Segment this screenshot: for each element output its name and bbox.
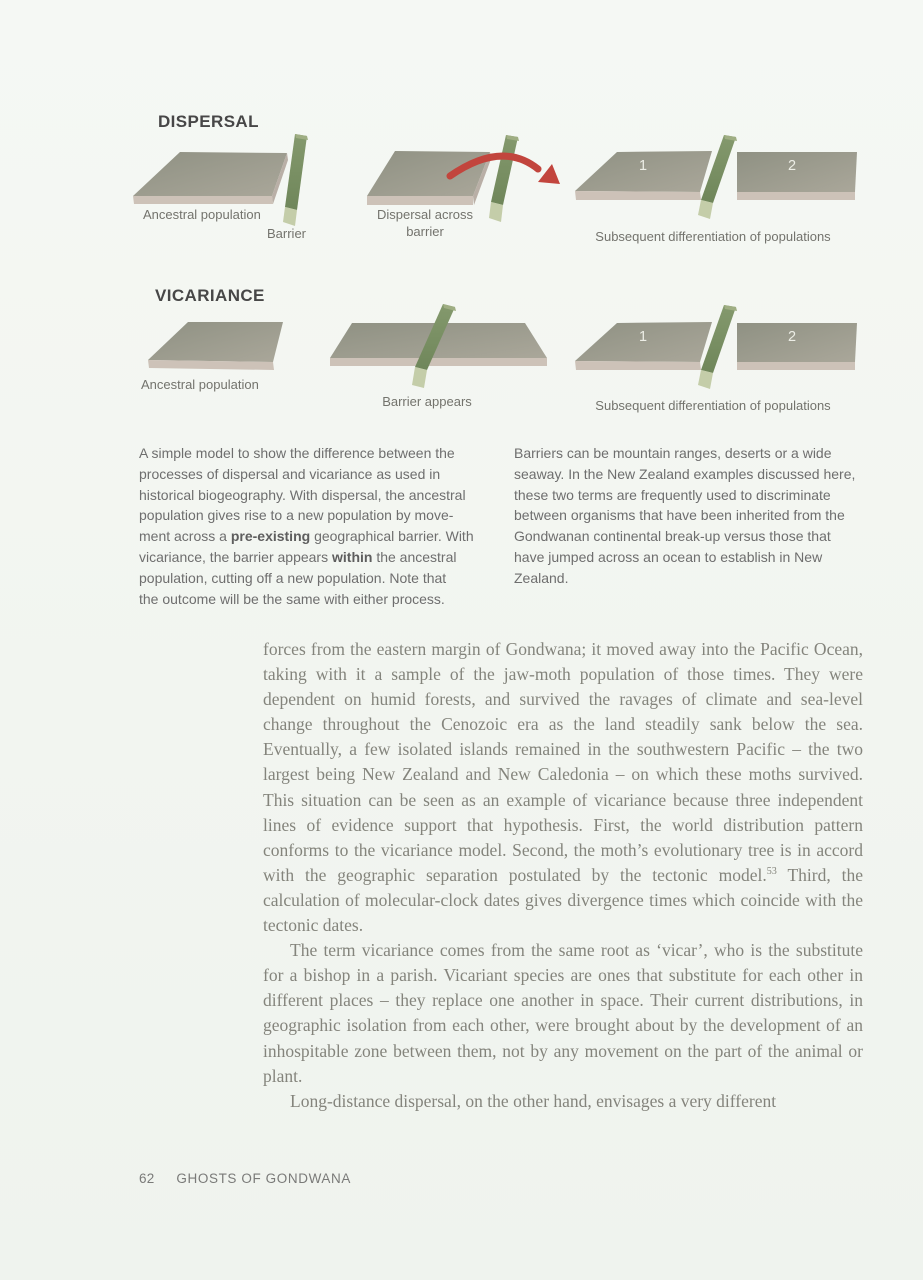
dispersal-across-line2: barrier (406, 224, 444, 239)
body-paragraph-3: Long-distance dispersal, on the other hand, envisages a very different (290, 1090, 777, 1111)
dispersal-heading: DISPERSAL (158, 112, 259, 131)
subsequent-differentiation-label: Subsequent differentiation of populations (595, 229, 831, 244)
barrier-slab-1-shape (283, 134, 308, 226)
caption-right-column: Barriers can be mountain ranges, deserts or a wide seaway. In the New Zealand examples discussed here, these two terms are frequently used to discriminate between organisms that have been inherited from the Gondwanan continental break-up versus those that have jumped across an ocean to establish in New Zealand. (514, 445, 856, 586)
body-paragraph-2: The term vicariance comes from the same root as ‘vicar’, who is the substitute for a bishop in a parish. Vicariant species are ones that substitute for each other in different places – they replace one another in space. Their current distributions, in geographic isolation from each other, were brought about by the development of an inhospitable zone between them, not by any movement on the part of the animal or plant. (263, 940, 863, 1086)
vicariance-ancestral-population-label: Ancestral population (141, 377, 259, 392)
book-title: GHOSTS OF GONDWANA (176, 1171, 351, 1186)
body-paragraph-1: forces from the eastern margin of Gondwana; it moved away into the Pacific Ocean, taking with it a sample of the jaw-moth population of those times. They were dependent on humid forests, and survived the ravages of climate and sea-level change throughout the Cenozoic era as the land steadily sank below the sea. Eventually, a few isolated islands remained in the southwestern Pacific – the two largest being New Zealand and New Caledonia – on which these moths survived. This situation can be seen as an example of vicariance because three independent lines of evidence support that hypothesis. First, the world distribution pattern conforms to the vicariance model. Second, the moth’s evolutionary tree is in accord with the geographic separation postulated by the tectonic model.$^{53}$ Third, the calculation of molecular-clock dates gives divergence times which coincide with the tectonic dates. (263, 639, 863, 936)
population-1-number: 1 (638, 158, 648, 174)
ancestral-plate-2-shape (367, 151, 491, 205)
barrier-label: Barrier (267, 226, 307, 241)
population-2-number: 2 (787, 158, 797, 174)
dispersal-across-line1: Dispersal across (376, 207, 474, 222)
ancestral-population-label: Ancestral population (143, 207, 261, 222)
caption-left-column: A simple model to show the difference between the processes of dispersal and vicariance as used in historical biogeography. With dispersal, the ancestral population gives rise to a new population by move- ment across a pre-existing geographical barrier. With vicariance, the barrier appears within the ancestral population, cutting off a new population. Note that the outcome will be the same with either process. (139, 445, 474, 607)
vicariance-population-1-number: 1 (638, 329, 648, 345)
vicariance-population-2-number: 2 (787, 329, 797, 345)
page-footer (139, 1171, 351, 1186)
body-text-block (263, 637, 863, 1114)
ancestral-plate-1-shape (133, 152, 288, 204)
barrier-appears-label: Barrier appears (382, 394, 472, 409)
vicariance-heading: VICARIANCE (155, 286, 265, 305)
vicariance-ancestral-plate-shape (148, 322, 283, 370)
page-number: 62 (139, 1171, 155, 1186)
dispersal-across-barrier-label (343, 206, 507, 240)
vicariance-subsequent-differentiation-label: Subsequent differentiation of populations (595, 398, 831, 413)
